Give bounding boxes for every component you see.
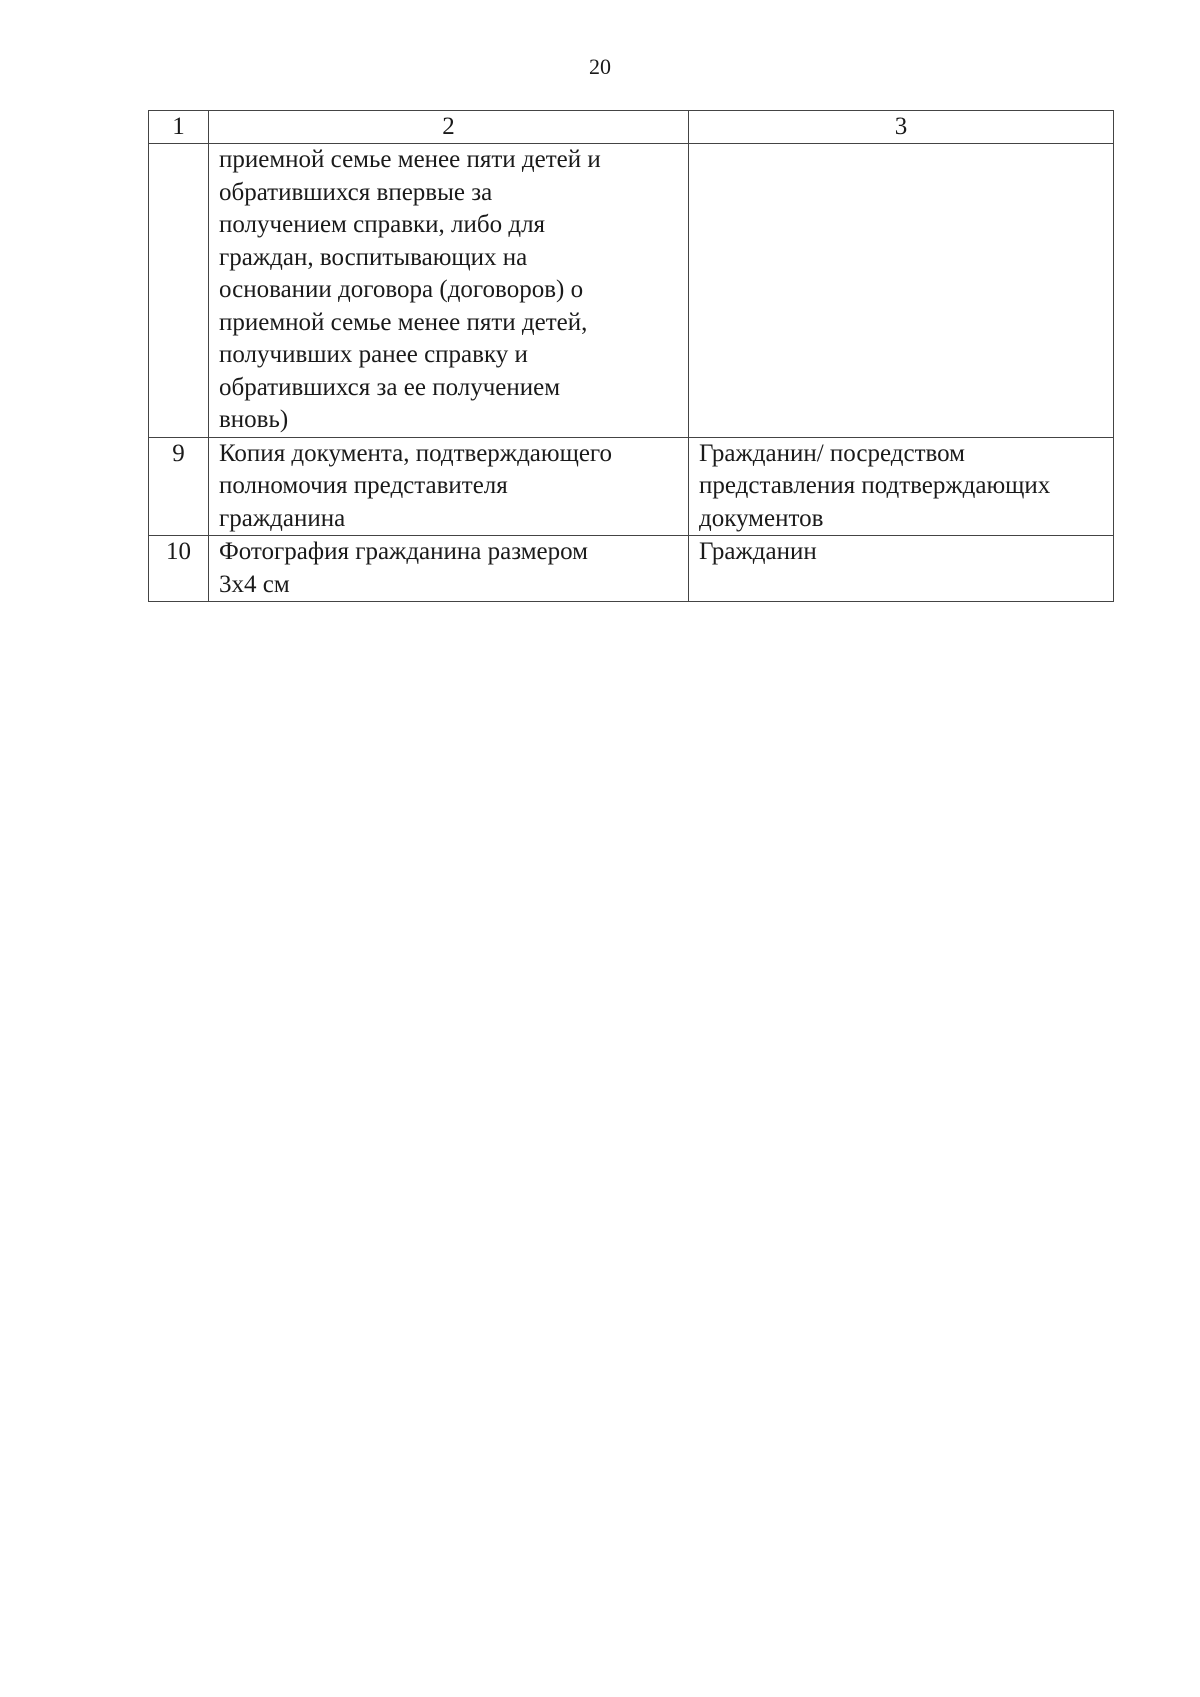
page-number: 20 [589,54,611,79]
document-table [148,110,1114,602]
table-row [149,536,1114,602]
document-line: граждан, воспитывающих на [219,243,528,271]
source-line: документов [699,504,824,532]
document-cell [209,144,689,438]
document-line: 3х4 см [219,570,290,598]
document-line: обратившихся за ее получением [219,373,561,401]
document-line: приемной семье менее пяти детей, [219,308,588,336]
source-cell [689,437,1114,536]
column-header-1: 1 [149,111,209,144]
document-line: Копия документа, подтверждающего [219,439,613,467]
row-number [149,144,209,438]
source-line: представления подтверждающих [699,472,1051,499]
row-number: 9 [149,437,209,536]
source-cell [689,536,1114,602]
document-line: основании договора (договоров) о [219,276,584,303]
table-row [149,144,1114,438]
document-line: получением справки, либо для [219,211,546,238]
source-line: Гражданин/ посредством [699,439,965,467]
document-cell [209,536,689,602]
table-row [149,437,1114,536]
column-header-2: 2 [209,111,689,144]
document-line: обратившихся впервые за [219,178,493,206]
document-line: Фотография гражданина размером [219,538,588,565]
document-line: полномочия представителя [219,472,508,499]
row-number: 10 [149,536,209,602]
source-line: Гражданин [699,538,817,565]
document-line: получивших ранее справку и [219,341,528,368]
column-header-3: 3 [689,111,1114,144]
table-header-row [149,111,1114,144]
document-line: гражданина [219,504,346,532]
document-line: вновь) [219,406,289,433]
source-cell [689,144,1114,438]
document-cell [209,437,689,536]
document-line: приемной семье менее пяти детей и [219,146,601,173]
